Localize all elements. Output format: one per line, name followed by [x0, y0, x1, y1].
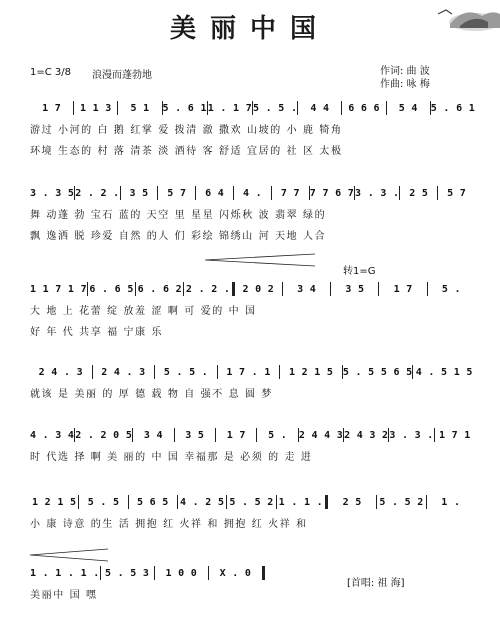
- measure: 2 0 2: [242, 283, 275, 295]
- measure: 3 5: [129, 187, 149, 199]
- measure: 2 . 2 .: [185, 283, 231, 295]
- notation-line: [30, 365, 475, 380]
- measure: 1 . 1 . 1 .: [30, 567, 100, 579]
- measure: 2 4 4 3: [298, 429, 344, 441]
- measure: 7 7 6 7: [309, 187, 355, 199]
- notation-line: [30, 428, 475, 443]
- lyric-verse-1: 游过 小河的 白 鹅 红掌 爱 拨清 澈 撒欢 山坡的 小 鹿 犄角: [30, 125, 343, 136]
- crescendo-mark: [205, 250, 325, 270]
- measure: 2 5: [342, 496, 362, 508]
- measure: 4 . 2 5: [180, 496, 225, 508]
- measure: 5 . 6 1: [162, 102, 207, 114]
- measure: 5 . 5 2: [229, 496, 274, 508]
- measure: 6 . 6 2: [137, 283, 182, 295]
- lyric-verse-2: 飘 逸洒 脱 珍爱 自然 的人 们 彩绘 锦绣山 河 天地 人合: [30, 231, 327, 242]
- lyric-final: 美丽中 国 嘿: [30, 590, 98, 601]
- measure: 5 7: [167, 187, 187, 199]
- measure: 1 1 7 1 7: [30, 283, 87, 295]
- measure: 1 7 1: [438, 429, 471, 441]
- measure: 5 . 5 2: [379, 496, 424, 508]
- key-change: 转1=G: [343, 266, 376, 277]
- measure: 1 2 1 5: [32, 496, 77, 508]
- lyric-verse-1: 大 地 上 花蕾 绽 放羞 涩 啊 可 爱的 中 国: [30, 306, 257, 317]
- lyricist-credit: 作词: 曲 波: [380, 66, 430, 77]
- measure: 5 . 5 .: [163, 366, 209, 378]
- singer-credit: [首唱: 祖 海]: [347, 578, 405, 589]
- measure: 5 .: [441, 283, 461, 295]
- measure: 5 1: [130, 102, 150, 114]
- measure: 5 4: [398, 102, 418, 114]
- measure: 4 4: [310, 102, 330, 114]
- measure: 5 . 5 5 6 5: [342, 366, 413, 378]
- measure: 2 4 3 2: [344, 429, 389, 441]
- measure: 6 4: [205, 187, 225, 199]
- notation-line: [30, 566, 265, 581]
- measure: 2 4 . 3: [38, 366, 83, 378]
- measure: 3 4: [143, 429, 163, 441]
- measure: X . 0: [219, 567, 252, 579]
- measure: 3 . 3 5: [30, 187, 75, 199]
- measure: 1 1 3: [79, 102, 112, 114]
- measure: 5 . 5: [87, 496, 120, 508]
- measure: 1 .: [441, 496, 461, 508]
- tempo-marking: 浪漫而蓬勃地: [92, 70, 152, 81]
- measure: 1 2 1 5: [288, 366, 334, 378]
- measure: 5 6 5: [137, 496, 169, 508]
- measure: 3 4: [297, 283, 317, 295]
- measure: 1 7: [42, 102, 62, 114]
- song-title: 美丽中国: [169, 14, 330, 44]
- lyric-verse-1: 就该 是 美丽 的 厚 德 载 物 自 强不 息 圆 梦: [30, 389, 273, 400]
- measure: 1 7: [226, 429, 246, 441]
- crescendo-mark: [30, 546, 110, 564]
- measure: 5 7: [447, 187, 467, 199]
- notation-line: [30, 186, 475, 201]
- measure: 2 . 2 .: [75, 187, 120, 199]
- measure: 1 7: [393, 283, 413, 295]
- notation-line: [30, 101, 475, 116]
- composer-credit: 作曲: 咏 梅: [380, 79, 430, 90]
- measure: 7 7: [280, 187, 300, 199]
- notation-line: [30, 495, 475, 510]
- measure: 2 5: [409, 187, 429, 199]
- notation-line: [30, 282, 475, 297]
- measure: 2 . 2 0 5: [75, 429, 133, 441]
- measure: 4 .: [243, 187, 262, 199]
- measure: 2 4 . 3: [101, 366, 146, 378]
- lyric-verse-2: 好 年 代 共享 福 宁康 乐: [30, 327, 164, 338]
- measure: 1 0 0: [165, 567, 198, 579]
- measure: 6 6 6: [348, 102, 380, 114]
- measure: 1 . 1 .: [278, 496, 323, 508]
- key-signature: 1=C 3/8: [30, 67, 71, 78]
- measure: 5 . 5 3: [104, 567, 150, 579]
- measure: 5 . 6 1: [430, 102, 476, 114]
- measure: 4 . 5 1 5: [415, 366, 473, 378]
- measure: 5 .: [268, 429, 288, 441]
- lyric-verse-1: 舞 动蓬 勃 宝石 蓝的 天空 里 星星 闪烁秋 波 翡翠 绿的: [30, 210, 327, 221]
- measure: 5 . 5 .: [253, 102, 298, 114]
- measure: 3 . 3 .: [355, 187, 400, 199]
- measure: 3 5: [185, 429, 205, 441]
- lyric-verse-2: 环境 生态的 村 落 清茶 淡 酒待 客 舒适 宜居的 社 区 太极: [30, 146, 343, 157]
- measure: 3 . 3 .: [389, 429, 434, 441]
- measure: 1 . 1 7: [207, 102, 253, 114]
- measure: 3 5: [345, 283, 365, 295]
- measure: 1 7 . 1: [226, 366, 271, 378]
- lyric-verse-1: 小 康 诗意 的生 活 拥抱 红 火祥 和 拥抱 红 火祥 和: [30, 519, 308, 530]
- measure: 4 . 3 4: [30, 429, 75, 441]
- lyric-verse-1: 时 代选 择 啊 美 丽的 中 国 幸福那 是 必须 的 走 进: [30, 452, 313, 463]
- measure: 6 . 6 5: [89, 283, 134, 295]
